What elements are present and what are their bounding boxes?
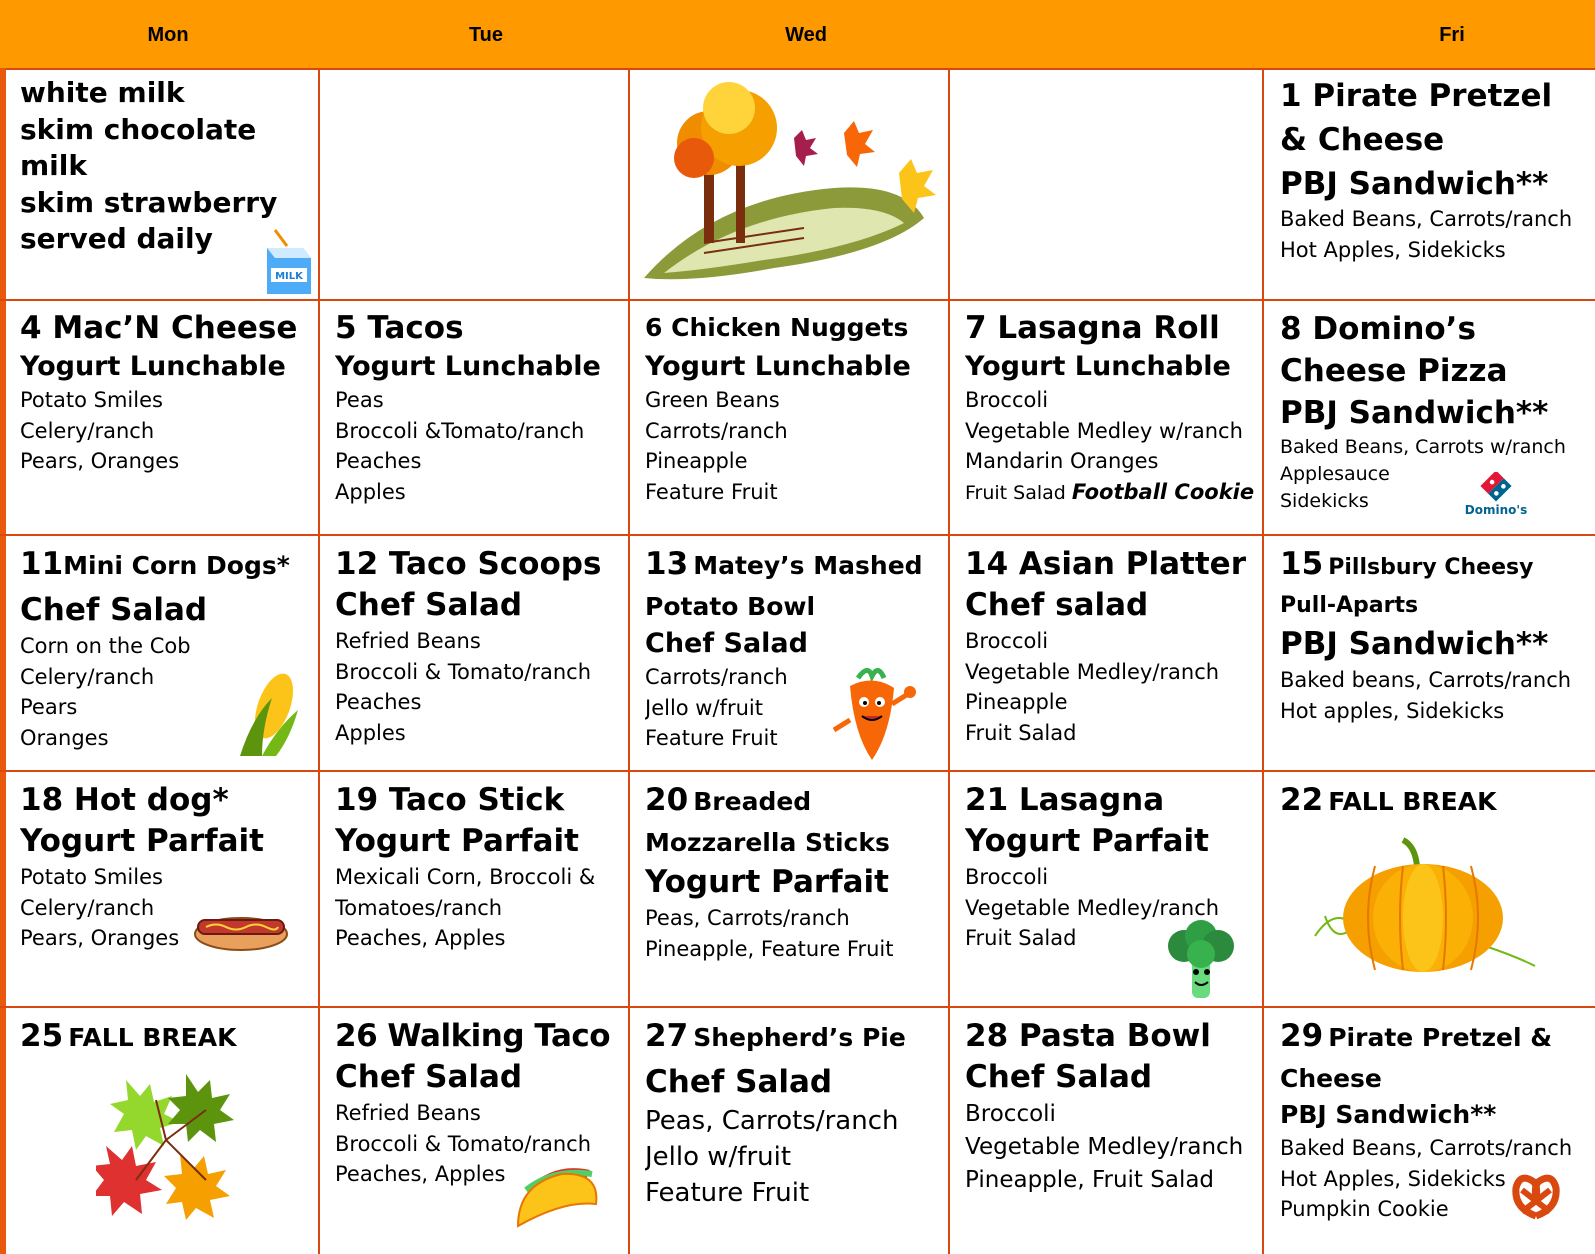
menu-side: Vegetable Medley/ranch — [965, 659, 1220, 684]
menu-side: Feature Fruit — [645, 726, 778, 750]
menu-side: Broccoli & Tomato/ranch — [335, 1131, 592, 1156]
menu-side: Fruit Salad — [965, 720, 1077, 745]
menu-side — [965, 477, 1261, 508]
menu-side-plain: Fruit Salad — [965, 481, 1072, 504]
menu-title: Matey’s Mashed — [693, 551, 923, 580]
menu-cell-oct-18 — [20, 780, 318, 1004]
menu-side: Broccoli &Tomato/ranch — [335, 418, 585, 443]
menu-day-number: 25 — [20, 1018, 64, 1054]
menu-title: 21 Lasagna — [965, 782, 1165, 818]
carrot-character-icon — [828, 664, 918, 762]
grid-line — [0, 299, 1595, 301]
menu-title: 19 Taco Stick — [335, 782, 565, 818]
menu-title: 1 Pirate Pretzel — [1280, 78, 1553, 114]
milk-carton-icon — [255, 228, 315, 296]
menu-side: Pumpkin Cookie — [1280, 1197, 1449, 1221]
menu-title: 5 Tacos — [335, 310, 464, 346]
menu-entree: Yogurt Parfait — [965, 823, 1210, 859]
menu-title: FALL BREAK — [68, 1023, 237, 1052]
menu-entree: Chef Salad — [645, 1064, 833, 1100]
milk-carton-label: MILK — [275, 271, 303, 282]
grid-line — [318, 68, 320, 1254]
menu-side: Carrots/ranch — [645, 418, 788, 443]
menu-side: Pears — [20, 695, 78, 719]
menu-entree: PBJ Sandwich** — [1280, 626, 1549, 662]
menu-cell-oct-6 — [645, 308, 947, 532]
grid-line — [628, 68, 630, 1254]
menu-cell-oct-7 — [965, 308, 1261, 532]
menu-side: Baked Beans, Carrots/ranch — [1280, 1136, 1573, 1160]
milk-note-line: milk — [20, 149, 87, 182]
menu-side: Potato Smiles — [20, 388, 163, 412]
menu-day-number: 15 — [1280, 546, 1324, 582]
menu-side: Broccoli — [965, 1101, 1056, 1127]
menu-side: Pears, Oranges — [20, 449, 180, 473]
menu-title: Pillsbury Cheesy — [1328, 555, 1534, 580]
menu-cell-oct-14 — [965, 544, 1261, 768]
menu-title: Cheese — [1280, 1064, 1382, 1093]
menu-title: & Cheese — [1280, 122, 1445, 158]
menu-side: Apples — [335, 479, 406, 504]
grid-line — [0, 534, 1595, 536]
menu-side: Peaches, Apples — [335, 1162, 506, 1186]
menu-entree: Chef Salad — [335, 587, 523, 623]
menu-side: Pineapple, Feature Fruit — [645, 936, 894, 961]
pumpkin-icon — [1305, 836, 1541, 976]
menu-entree: Yogurt Parfait — [335, 823, 580, 859]
menu-side: Celery/ranch — [20, 895, 155, 920]
menu-entree: Yogurt Lunchable — [335, 351, 601, 382]
menu-cell-oct-12 — [335, 544, 627, 768]
menu-entree: Yogurt Lunchable — [645, 351, 911, 382]
menu-cell-oct-8 — [1280, 308, 1595, 532]
menu-title: Mini Corn Dogs* — [63, 551, 290, 580]
menu-cell-oct-27 — [645, 1016, 947, 1254]
menu-side: Corn on the Cob — [20, 634, 191, 658]
menu-day-number: 29 — [1280, 1018, 1324, 1054]
milk-note-line: served daily — [20, 222, 213, 255]
menu-title: Shepherd’s Pie — [693, 1023, 906, 1052]
menu-side: Carrots/ranch — [645, 665, 788, 689]
left-border — [0, 68, 6, 1254]
autumn-tree-icon — [634, 78, 944, 296]
menu-side: Pineapple — [645, 449, 748, 473]
menu-day-number: 20 — [645, 782, 689, 818]
corn-icon — [232, 668, 302, 758]
menu-side: Broccoli — [965, 629, 1049, 653]
menu-entree: PBJ Sandwich** — [1280, 395, 1549, 431]
menu-title: 26 Walking Taco — [335, 1018, 611, 1054]
pretzel-icon — [1508, 1168, 1564, 1222]
grid-line — [948, 68, 950, 1254]
menu-entree: Chef Salad — [335, 1059, 523, 1095]
day-header-wed: Wed — [785, 24, 827, 46]
menu-cell-oct-1 — [1280, 76, 1595, 296]
grid-line — [0, 1006, 1595, 1008]
menu-side: Peaches, Apples — [335, 926, 506, 950]
menu-side: Feature Fruit — [645, 479, 778, 504]
menu-title: 7 Lasagna Roll — [965, 310, 1220, 346]
menu-side: Broccoli & Tomato/ranch — [335, 659, 592, 684]
menu-day-number: 22 — [1280, 782, 1324, 818]
menu-side: Jello w/fruit — [645, 695, 763, 720]
menu-side: Broccoli — [965, 388, 1049, 412]
menu-title: Breaded — [693, 787, 812, 816]
menu-title: 18 Hot dog* — [20, 782, 229, 818]
menu-cell-oct-5 — [335, 308, 627, 532]
menu-entree: Chef Salad — [965, 1059, 1153, 1095]
menu-side: Vegetable Medley/ranch — [965, 1134, 1244, 1160]
grid-line — [0, 770, 1595, 772]
menu-side: Green Beans — [645, 388, 780, 412]
menu-title: 6 Chicken Nuggets — [645, 313, 909, 342]
menu-side: Fruit Salad — [965, 926, 1077, 950]
menu-title: Cheese Pizza — [1280, 353, 1508, 389]
menu-side: Baked Beans, Carrots/ranch — [1280, 207, 1573, 231]
menu-day-number: 27 — [645, 1018, 689, 1054]
menu-side: Mandarin Oranges — [965, 449, 1159, 473]
menu-cell-oct-15 — [1280, 544, 1595, 768]
menu-side: Broccoli — [965, 865, 1049, 889]
menu-title: FALL BREAK — [1328, 787, 1497, 816]
menu-title: Mozzarella Sticks — [645, 828, 890, 857]
menu-cell-oct-19 — [335, 780, 627, 1004]
menu-side: Celery/ranch — [20, 664, 155, 689]
dominos-logo-text: Domino's — [1464, 503, 1528, 517]
menu-side: Sidekicks — [1280, 490, 1369, 512]
menu-side: Mexicali Corn, Broccoli & — [335, 865, 596, 889]
menu-entree: Chef Salad — [645, 628, 808, 659]
menu-entree: PBJ Sandwich** — [1280, 1100, 1497, 1129]
menu-side: Hot Apples, Sidekicks — [1280, 1166, 1506, 1191]
menu-title: Potato Bowl — [645, 592, 816, 621]
grid-line — [1262, 68, 1264, 1254]
menu-title: Pull-Aparts — [1280, 593, 1419, 618]
menu-entree: PBJ Sandwich** — [1280, 166, 1549, 202]
menu-side: Applesauce — [1280, 463, 1390, 485]
taco-icon — [514, 1160, 600, 1230]
menu-side: Potato Smiles — [20, 865, 163, 889]
broccoli-character-icon — [1164, 920, 1238, 1000]
menu-title: 4 Mac’N Cheese — [20, 310, 298, 346]
menu-side: Refried Beans — [335, 629, 481, 653]
menu-cell-oct-20 — [645, 780, 947, 1004]
menu-entree: Chef Salad — [20, 592, 208, 628]
day-header-mon: Mon — [147, 24, 189, 46]
menu-entree: Yogurt Parfait — [645, 864, 890, 900]
menu-side: Peas — [335, 388, 384, 412]
menu-side: Hot Apples, Sidekicks — [1280, 237, 1506, 262]
menu-side: Peas, Carrots/ranch — [645, 906, 850, 930]
menu-day-number: 13 — [645, 546, 689, 582]
menu-side: Pineapple, Fruit Salad — [965, 1167, 1215, 1193]
menu-side: Vegetable Medley w/ranch — [965, 418, 1243, 443]
menu-side: Pears, Oranges — [20, 926, 180, 950]
menu-entree: Yogurt Parfait — [20, 823, 265, 859]
menu-side: Baked Beans, Carrots w/ranch — [1280, 436, 1566, 458]
menu-side: Baked beans, Carrots/ranch — [1280, 668, 1572, 692]
menu-side: Oranges — [20, 725, 109, 750]
menu-title: 12 Taco Scoops — [335, 546, 602, 582]
menu-side: Tomatoes/ranch — [335, 895, 503, 920]
menu-side-highlight: Football Cookie — [1071, 479, 1255, 504]
menu-side: Hot apples, Sidekicks — [1280, 698, 1505, 723]
milk-note-line: skim chocolate — [20, 112, 257, 146]
menu-side: Peas, Carrots/ranch — [645, 1106, 899, 1136]
menu-side: Peaches — [335, 449, 422, 473]
menu-cell-oct-4 — [20, 308, 318, 532]
menu-cell-oct-28 — [965, 1016, 1261, 1254]
menu-side: Apples — [335, 720, 406, 745]
milk-note-line: skim strawberry — [20, 185, 278, 219]
menu-side: Vegetable Medley/ranch — [965, 895, 1220, 920]
milk-note-line: white milk — [20, 76, 185, 109]
hot-dog-icon — [192, 908, 290, 952]
menu-side: Refried Beans — [335, 1101, 481, 1125]
menu-side: Pineapple — [965, 690, 1068, 714]
dominos-logo-icon — [1458, 472, 1534, 518]
fall-leaves-icon — [96, 1070, 256, 1230]
menu-title: 14 Asian Platter — [965, 546, 1246, 582]
menu-side: Peaches — [335, 690, 422, 714]
menu-day-number: 11 — [20, 546, 64, 582]
menu-side: Celery/ranch — [20, 418, 155, 443]
menu-side: Feature Fruit — [645, 1178, 810, 1208]
menu-entree: Chef salad — [965, 587, 1149, 623]
menu-title: Pirate Pretzel & — [1328, 1023, 1553, 1052]
weekday-header — [0, 6, 1595, 70]
day-header-tue: Tue — [468, 24, 504, 46]
menu-title: 8 Domino’s — [1280, 311, 1476, 347]
day-header-fri: Fri — [1439, 24, 1465, 46]
menu-entree: Yogurt Lunchable — [20, 351, 286, 382]
menu-title: 28 Pasta Bowl — [965, 1018, 1211, 1054]
menu-side: Jello w/fruit — [645, 1142, 792, 1172]
menu-entree: Yogurt Lunchable — [965, 351, 1231, 382]
